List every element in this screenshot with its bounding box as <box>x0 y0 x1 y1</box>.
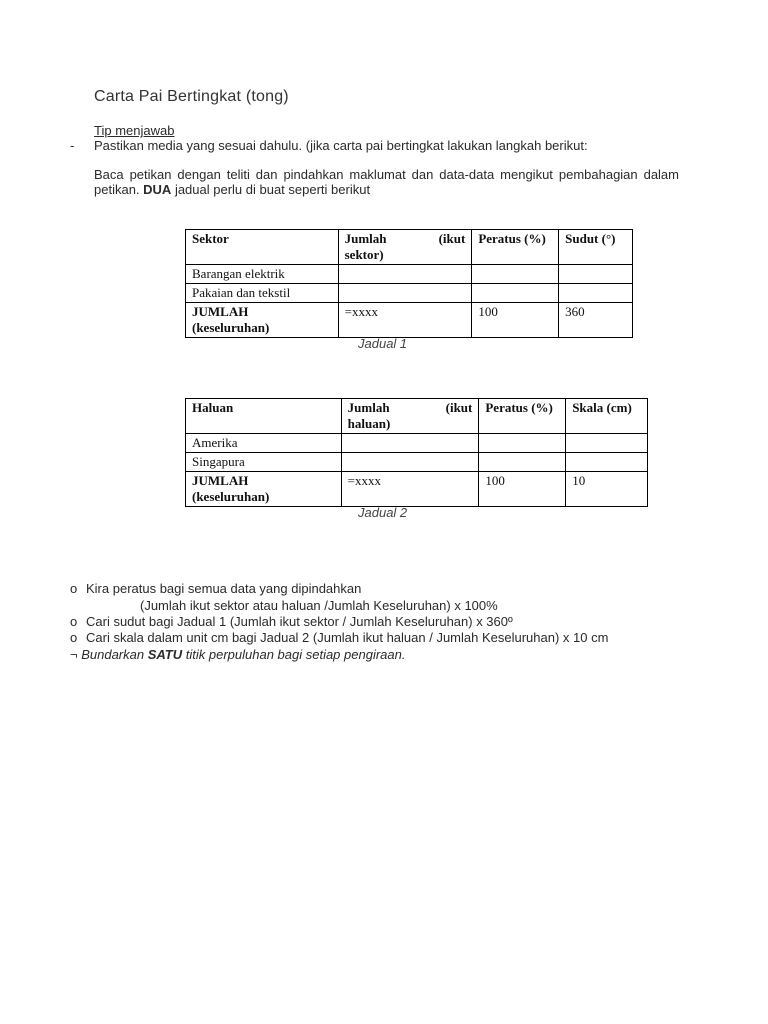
total-peratus: 100 <box>472 303 559 338</box>
header-jumlah-c: haluan) <box>347 416 391 431</box>
cell <box>338 265 472 284</box>
header-jumlah-b: (ikut <box>438 231 466 246</box>
header-jumlah <box>338 230 472 265</box>
header-sudut: Sudut (°) <box>559 230 633 265</box>
total-label-a: JUMLAH <box>192 304 249 319</box>
table-1-caption: Jadual 1 <box>358 336 408 351</box>
table-2-caption: Jadual 2 <box>358 505 408 520</box>
total-label <box>186 472 342 507</box>
table-row <box>186 453 648 472</box>
page-title: Carta Pai Bertingkat (tong) <box>94 88 289 105</box>
header-jumlah-a: Jumlah <box>344 231 387 246</box>
table-row <box>186 265 633 284</box>
rounding-note <box>70 647 405 662</box>
instruction-paragraph <box>94 167 679 197</box>
cell <box>472 265 559 284</box>
table-row <box>186 434 648 453</box>
dash-marker: - <box>70 138 75 153</box>
tip-heading: Tip menjawab <box>94 123 175 138</box>
table-header-row <box>186 399 648 434</box>
bullet-item <box>70 581 361 596</box>
total-jumlah: =xxxx <box>338 303 472 338</box>
total-label-b: (keseluruhan) <box>192 320 270 335</box>
bullet-text: Cari sudut bagi Jadual 1 (Jumlah ikut sektor / Jumlah Keseluruhan) x 360º <box>86 614 513 629</box>
header-peratus: Peratus (%) <box>479 399 566 434</box>
formula-line: (Jumlah ikut sektor atau haluan /Jumlah Keseluruhan) x 100% <box>140 598 498 613</box>
total-label-a: JUMLAH <box>192 473 249 488</box>
bullet-marker: o <box>70 614 78 629</box>
step-instruction: Pastikan media yang sesuai dahulu. (jika carta pai bertingkat lakukan langkah berikut: <box>94 138 588 153</box>
para-text-after: jadual perlu di buat seperti berikut <box>171 182 371 197</box>
row-label: Barangan elektrik <box>186 265 339 284</box>
bullet-item <box>70 630 608 645</box>
bullet-marker: o <box>70 630 78 645</box>
bullet-text: Cari skala dalam unit cm bagi Jadual 2 (Jumlah ikut haluan / Jumlah Keseluruhan) x 10 cm <box>86 630 609 645</box>
note-bold-word: SATU <box>147 647 183 662</box>
table-2 <box>185 398 648 507</box>
total-row <box>186 472 648 507</box>
cell <box>479 434 566 453</box>
cell <box>472 284 559 303</box>
total-row <box>186 303 633 338</box>
cell <box>559 284 633 303</box>
bullet-text: Kira peratus bagi semua data yang dipindahkan <box>86 581 362 596</box>
cell <box>341 453 479 472</box>
total-jumlah: =xxxx <box>341 472 479 507</box>
header-haluan: Haluan <box>186 399 342 434</box>
row-label: Singapura <box>186 453 342 472</box>
total-sudut: 360 <box>559 303 633 338</box>
header-skala: Skala (cm) <box>566 399 648 434</box>
total-label <box>186 303 339 338</box>
note-text-before: Bundarkan <box>77 647 148 662</box>
header-jumlah-b: (ikut <box>445 400 473 415</box>
header-jumlah-a: Jumlah <box>347 400 390 415</box>
header-jumlah-c: sektor) <box>344 247 384 262</box>
cell <box>559 265 633 284</box>
row-label: Pakaian dan tekstil <box>186 284 339 303</box>
bullet-item <box>70 614 513 629</box>
cell <box>479 453 566 472</box>
row-label: Amerika <box>186 434 342 453</box>
note-marker: ¬ <box>70 647 78 662</box>
header-sektor: Sektor <box>186 230 339 265</box>
table-1 <box>185 229 633 338</box>
header-jumlah <box>341 399 479 434</box>
total-label-b: (keseluruhan) <box>192 489 270 504</box>
header-peratus: Peratus (%) <box>472 230 559 265</box>
total-peratus: 100 <box>479 472 566 507</box>
bullet-marker: o <box>70 581 78 596</box>
cell <box>566 434 648 453</box>
para-text-before: Baca petikan dengan teliti dan pindahkan maklumat dan data-data mengikut pembahagian dalam petikan. <box>94 167 679 197</box>
note-text-after: titik perpuluhan bagi setiap pengiraan. <box>182 647 406 662</box>
para-bold-word: DUA <box>143 182 172 197</box>
table-header-row <box>186 230 633 265</box>
cell <box>338 284 472 303</box>
total-skala: 10 <box>566 472 648 507</box>
cell <box>341 434 479 453</box>
cell <box>566 453 648 472</box>
table-row <box>186 284 633 303</box>
